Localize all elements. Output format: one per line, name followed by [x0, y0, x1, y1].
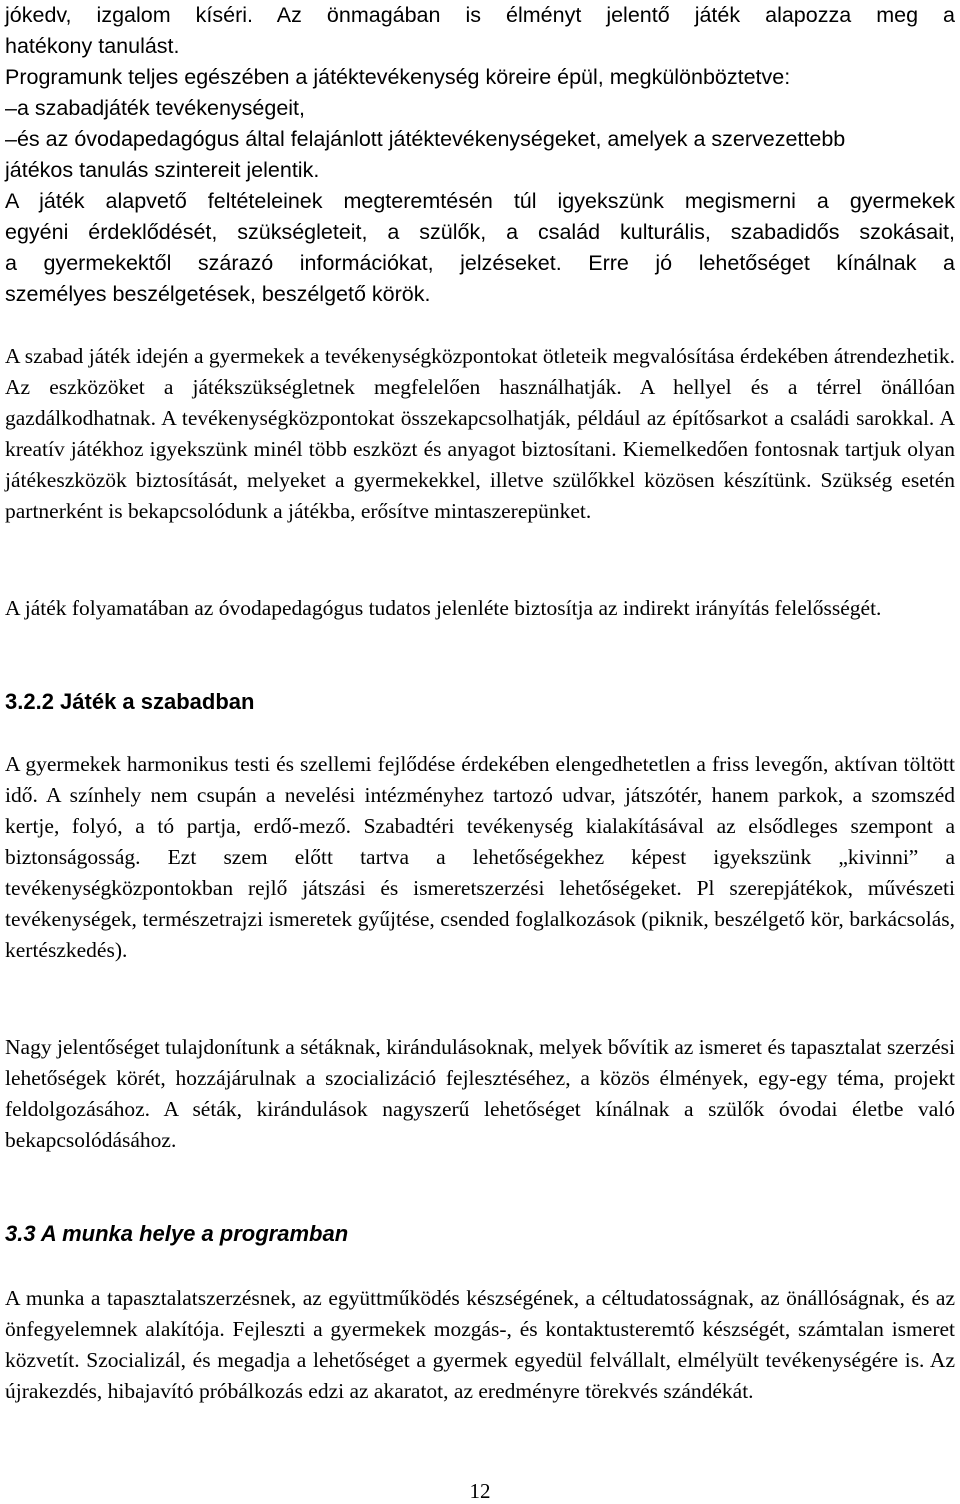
- intro-line: a gyermekektől szárazó információkat, jelzéseket. Erre jó lehetőséget kínálnak a: [5, 251, 955, 275]
- intro-line: hatékony tanulást.: [5, 34, 180, 58]
- intro-block: [5, 0, 955, 310]
- paragraph-outdoor-play: A gyermekek harmonikus testi és szellemi fejlődése érdekében elengedhetetlen a friss levegőn, aktívan töltött idő. A színhely nem csupán a nevelési intézményhez tartozó udvar, játszótér, hanem parkok, a szomszéd kertje, folyó, a tó partja, erdő-mező. Szabadtéri tevékenység kialakításával az elsődleges szempont a biztonságosság. Ezt szem előtt tartva a lehetőségekhez képest igyekszünk „kivinni” a tevékenységközpontokban rejlő játszási és ismeretszerzési lehetőségeket. Pl szerepjátékok, művészeti tevékenységek, természetrajzi ismeretek gyűjtése, csended foglalkozások (piknik, beszélgető kör, barkácsolás, kertészkedés).: [5, 752, 955, 962]
- paragraph-teacher-presence: A játék folyamatában az óvodapedagógus tudatos jelenléte biztosítja az indirekt irányítás felelősségét.: [5, 596, 882, 620]
- paragraph-work: A munka a tapasztalatszerzésnek, az együttműködés készségének, a céltudatosságnak, az önállóságnak, és az önfegyelemnek alakítója. Fejleszti a gyermekek mozgás-, és kontaktusteremtő készségét, számtalan ismeret közvetít. Szocializál, és megadja a lehetőséget a gyermek egyedül felvállalt, elmélyült tevékenységére is. Az újrakezdés, hibajavító próbálkozás edzi az akaratot, az eredményre törekvés szándékát.: [5, 1286, 955, 1403]
- page-number: 12: [469, 1479, 491, 1503]
- intro-line: személyes beszélgetések, beszélgető körök.: [5, 282, 431, 306]
- paragraph-free-play: A szabad játék idején a gyermekek a tevékenységközpontokat ötleteik megvalósítása érdekében átrendezhetik. Az eszközöket a játékszükségletnek megfelelően használhatják. A hellyel és a térrel önállóan gazdálkodhatnak. A tevékenységközpontokat összekapcsolhatják, például az építősarkot a családi sarokkal. A kreatív játékhoz igyekszünk minél több eszközt és anyagot biztosítani. Kiemelkedően fontosnak tartjuk olyan játékeszközök biztosítását, melyeket a gyermekekkel, illetve szülőkkel közösen készítünk. Szükség esetén partnerként is bekapcsolódunk a játékba, erősítve mintaszerepünket.: [5, 344, 955, 523]
- section-heading: 3.3 A munka helye a programban: [5, 1221, 349, 1246]
- section-heading: 3.2.2 Játék a szabadban: [5, 689, 255, 714]
- intro-line: A játék alapvető feltételeinek megteremtésén túl igyekszünk megismerni a gyermekek: [5, 189, 955, 213]
- intro-list-item: –és az óvodapedagógus által felajánlott játéktevékenységeket, amelyek a szervezettebb: [5, 127, 846, 151]
- paragraph-excursions: Nagy jelentőséget tulajdonítunk a sétáknak, kirándulásoknak, melyek bővítik az ismeret és tapasztalat szerzési lehetőségek körét, hozzájárulnak a szocializáció fejlesztéséhez, a közös élmények, egy-egy téma, projekt feldolgozásához. A séták, kirándulások nagyszerű lehetőséget kínálnak a szülők óvodai életbe való bekapcsolódásához.: [5, 1035, 955, 1152]
- intro-line: Programunk teljes egészében a játéktevékenység köreire épül, megkülönböztetve:: [5, 65, 791, 89]
- intro-line: jókedv, izgalom kíséri. Az önmagában is élményt jelentő játék alapozza meg a: [5, 3, 955, 27]
- intro-line: egyéni érdeklődését, szükségleteit, a szülők, a család kulturális, szabadidős szokásait,: [5, 220, 955, 244]
- intro-list-item: –a szabadjáték tevékenységeit,: [5, 96, 306, 120]
- intro-line: játékos tanulás szintereit jelentik.: [5, 158, 320, 182]
